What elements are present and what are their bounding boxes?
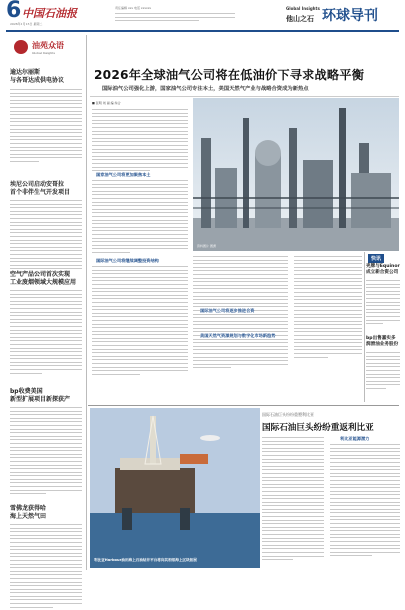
sidebar-item-title: bp收费美国 新型扩展项目新探获产: [10, 388, 71, 403]
paper-name: 中国石油报: [22, 7, 77, 20]
logo-subtext: Global Insights: [32, 51, 55, 55]
feature-subhead: 国际油气公司将继续调整投资结构: [96, 258, 159, 263]
feature-subhead: 国际油气公司将逐步推进合资: [200, 308, 255, 313]
sidebar: [6, 35, 84, 570]
offshore-photo-caption: 利比亚Harbour油田海上石油钻井平台将向其相邻海上区块拓展: [94, 558, 197, 562]
refinery-photo-caption: 资料图片 图源: [197, 244, 216, 248]
refinery-photo: [193, 98, 399, 251]
logo-text: 油苑众语: [32, 41, 64, 50]
feature-headline: 2026年全球油气公司将在低油价下寻求战略平衡: [94, 68, 365, 82]
sidebar-item-title: 逾达尔丽斯 与各哥达成供电协议: [10, 69, 65, 84]
feature-byline: ■ 张明 刘 丽 编 综合: [92, 101, 121, 105]
sidebar-item-title: 雪佛龙获得哈 海上天然气田: [10, 505, 47, 520]
sidebar-item-title: 空气产品公司首次实现 工业废烟领域大规模应用: [10, 271, 77, 286]
masthead: [0, 0, 405, 30]
offshore-photo: [90, 408, 260, 568]
right-item-title: 壳牌与Equinor 成立新合资公司: [366, 264, 400, 275]
lower-subhead: 利比亚能源潜力: [340, 436, 370, 441]
column-label: Global Insights: [286, 6, 320, 11]
feature-subhead: 美国天然气资源规划与数字化市场新趋势: [200, 333, 276, 338]
column-subtitle: 他山之石: [286, 15, 314, 23]
sidebar-logo: [8, 37, 82, 67]
refinery-photo-image: [193, 98, 399, 251]
logo-mark-icon: [14, 40, 28, 54]
page-number: 6: [6, 0, 22, 23]
sidebar-item-title: 埃尼公司启动安哥拉 首个非伴生气开发项目: [10, 181, 71, 196]
right-item-title: bp出售嘉实多 润滑油业务股份: [366, 336, 399, 347]
section-title: 环球导刊: [322, 8, 378, 24]
right-column-tag: 快讯: [368, 254, 384, 263]
editor-line: 责任编辑 xxx 电话 xxxxxx: [115, 6, 152, 10]
date-line: 2026年1月13日 星期二: [10, 22, 43, 26]
offshore-photo-image: [90, 408, 260, 568]
lower-headline: 国际石油巨头纷纷重返利比亚: [262, 423, 374, 433]
feature-subhead: 国家油气公司将更加聚焦本土: [96, 172, 151, 177]
lower-kicker: 国际石油巨头纷纷重塑利比亚: [262, 412, 314, 417]
feature-deck: 国际油气公司强化上游，国家油气公司专注本土，美国天然气产业与战略合资成为新热点: [102, 86, 309, 92]
